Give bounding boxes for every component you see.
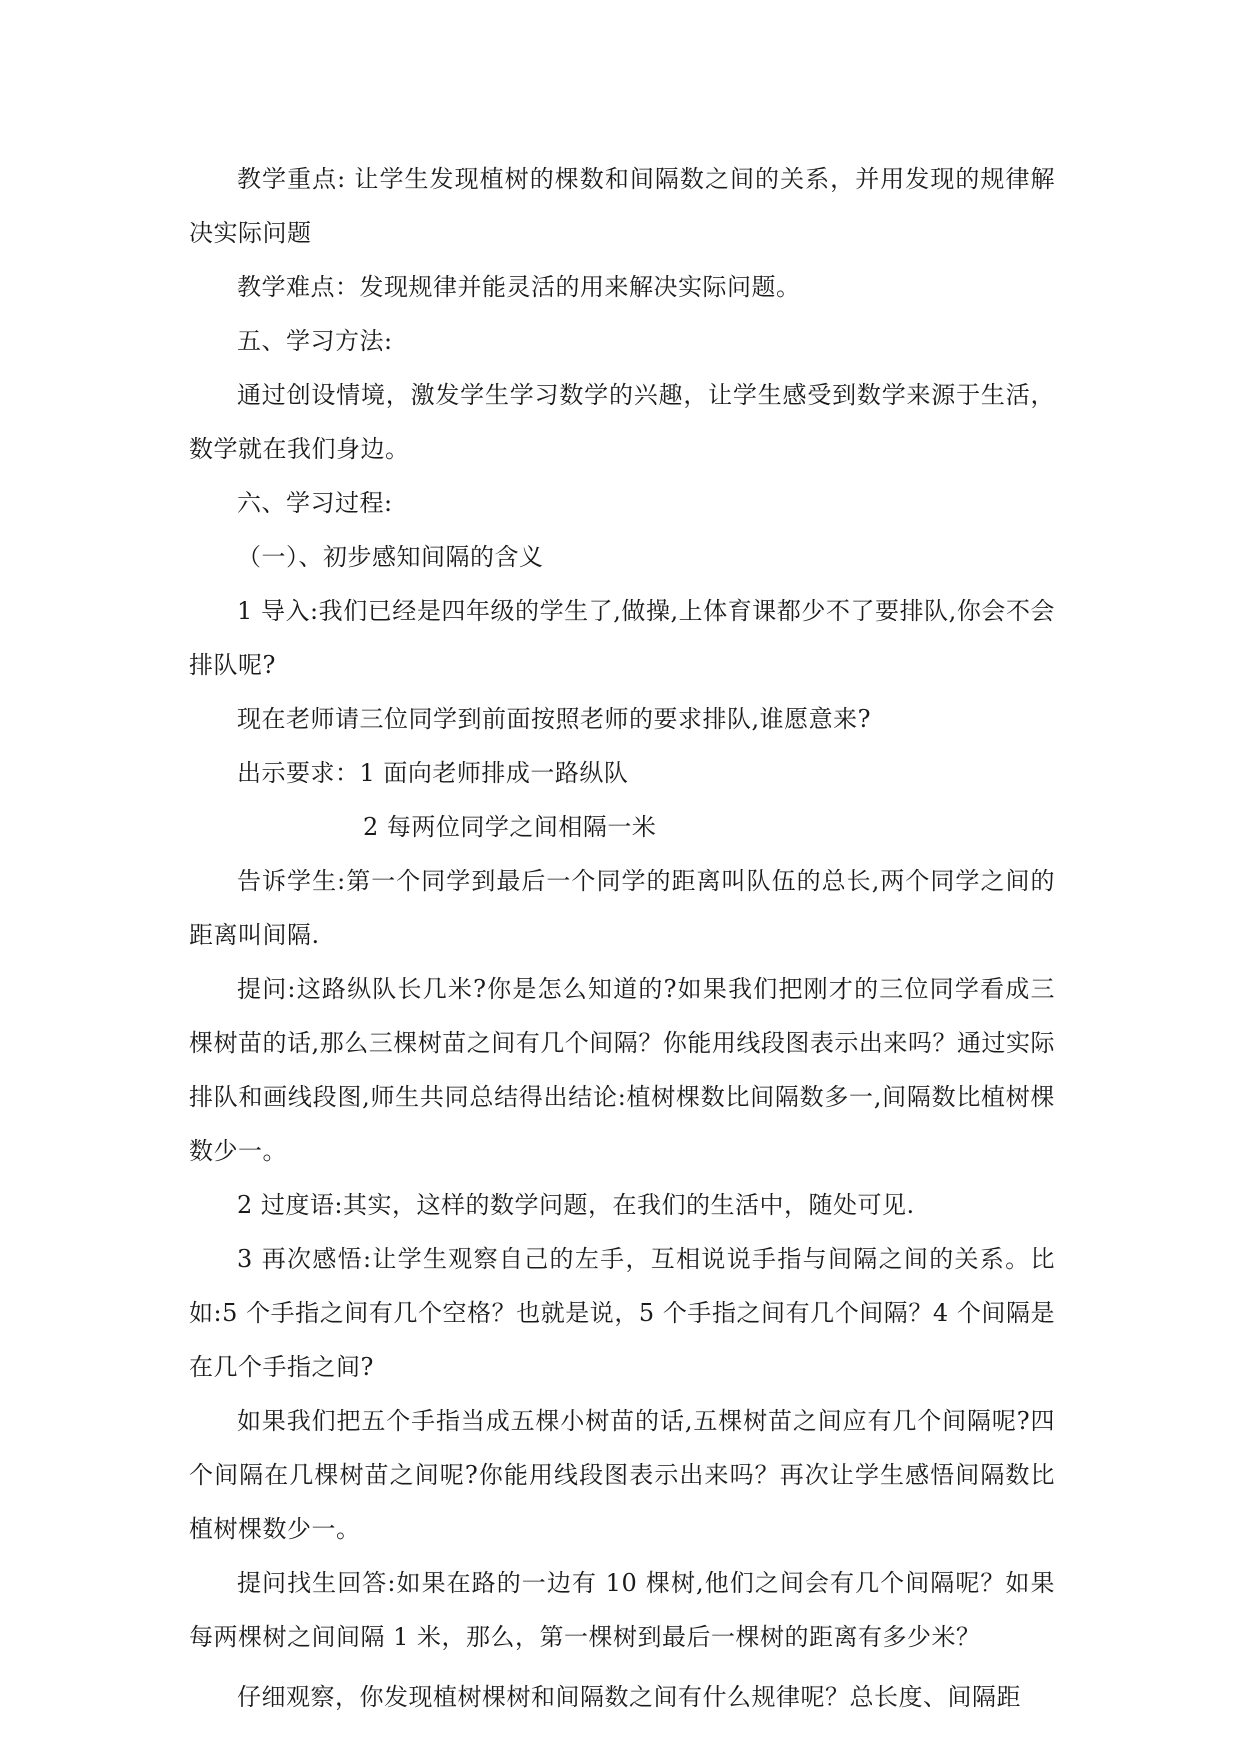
paragraph-question-column: 提问:这路纵队长几米?你是怎么知道的?如果我们把刚才的三位同学看成三棵树苗的话,那么三棵树苗之间有几个间隔？你能用线段图表示出来吗？通过实际排队和画线段图,师生共同总结得出结论:植树棵数比间隔数多一,间隔数比植树棵数少一。 — [189, 975, 1055, 1165]
paragraph-tell-students: 告诉学生:第一个同学到最后一个同学的距离叫队伍的总长,两个同学之间的距离叫间隔. — [189, 867, 1055, 949]
paragraph-ten-trees: 提问找生回答:如果在路的一边有 10 棵树,他们之间会有几个间隔呢？如果每两棵树之间间隔 1 米，那么，第一棵树到最后一棵树的距离有多少米？ — [189, 1569, 1055, 1651]
paragraph-five-fingers: 如果我们把五个手指当成五棵小树苗的话,五棵树苗之间应有几个间隔呢?四个间隔在几棵树苗之间呢?你能用线段图表示出来吗？再次让学生感悟间隔数比植树棵数少一。 — [189, 1407, 1055, 1543]
paragraph-requirement-1: 出示要求：1 面向老师排成一路纵队 — [237, 759, 629, 787]
paragraph-teaching-difficulty: 教学难点：发现规律并能灵活的用来解决实际问题。 — [237, 273, 801, 301]
paragraph-second-insight: 3 再次感悟:让学生观察自己的左手，互相说说手指与间隔之间的关系。比如:5 个手指之间有几个空格？也就是说，5 个手指之间有几个间隔？4 个间隔是在几个手指之间? — [189, 1245, 1055, 1381]
paragraph-requirement-2: 2 每两位同学之间相隔一米 — [363, 813, 657, 841]
paragraph-introduction: 1 导入:我们已经是四年级的学生了,做操,上体育课都少不了要排队,你会不会排队呢? — [189, 597, 1055, 679]
paragraph-teaching-focus: 教学重点: 让学生发现植树的棵数和间隔数之间的关系，并用发现的规律解决实际问题 — [189, 165, 1055, 247]
heading-learning-process: 六、学习过程: — [237, 489, 393, 517]
paragraph-teacher-invitation: 现在老师请三位同学到前面按照老师的要求排队,谁愿意来? — [237, 705, 871, 733]
paragraph-observe-pattern: 仔细观察，你发现植树棵树和间隔数之间有什么规律呢？总长度、间隔距 — [237, 1683, 1021, 1711]
heading-learning-method: 五、学习方法: — [237, 327, 393, 355]
paragraph-transition: 2 过度语:其实，这样的数学问题，在我们的生活中，随处可见. — [237, 1191, 915, 1219]
document-body — [189, 152, 1055, 1724]
heading-section-one: （一）、初步感知间隔的含义 — [237, 543, 544, 571]
paragraph-learning-method: 通过创设情境，激发学生学习数学的兴趣，让学生感受到数学来源于生活，数学就在我们身边。 — [189, 381, 1055, 463]
